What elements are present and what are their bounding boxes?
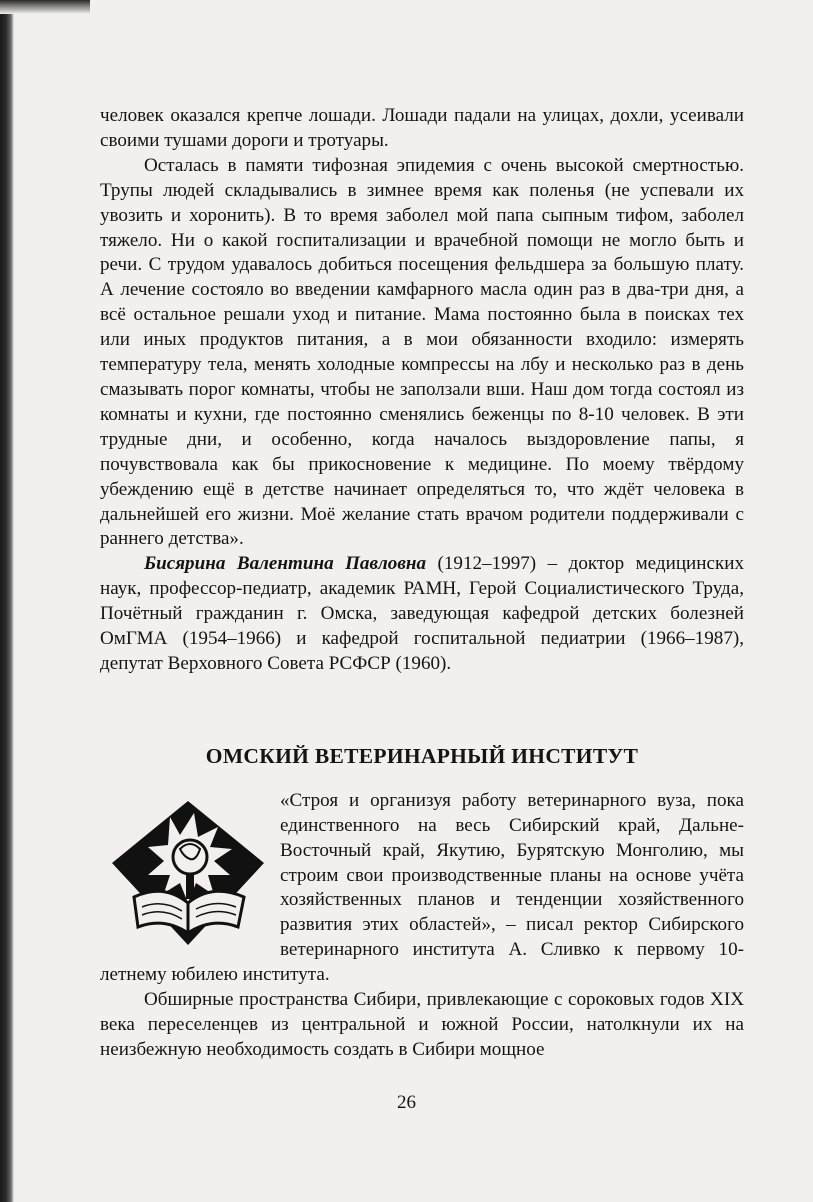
biography-text: (1912–1997) – доктор медицинских наук, профессор-педиатр, академик РАМН, Герой Социалистического Труда, Почётный гражданин г. Омска, заведующая кафедрой детских болезней ОмГМА (1954–1966) и кафедрой госпитальной педиатрии (1966–1987), депутат Верховного Совета РСФСР (1960). — [100, 553, 744, 674]
section-quote: «Строя и организуя работу ветеринарного вуза, пока единственного на весь Сибирский край, Дальне-Восточный край, Якутию, Бурятскую Монголию, мы строим свои производственные планы на основе учёта хозяйственных планов и тенденции хозяйственного развития этих областей», – писал ректор Сибирского ветеринарного института А. Сливко к первому 10-летнему юбилею института. — [100, 789, 744, 986]
biography-name: Бисярина Валентина Павловна — [144, 553, 427, 575]
paragraph-continuation: человек оказался крепче лошади. Лошади падали на улицах, дохли, усеивали своими тушами дороги и тротуары. — [100, 105, 744, 151]
scan-edge-top — [0, 0, 90, 14]
section-title: ОМСКИЙ ВЕТЕРИНАРНЫЙ ИНСТИТУТ — [205, 743, 639, 768]
scan-edge-left — [0, 0, 14, 1202]
paragraph-memoir: Осталась в памяти тифозная эпидемия с очень высокой смертностью. Трупы людей складывались в зимнее время как поленья (не успевали их увозить и хоронить). В то время заболел мой папа сыпным тифом, заболел тяжело. Ни о какой госпитализации и врачебной помощи не могло быть и речи. С трудом удавалось добиться посещения фельдшера за большую плату. А лечение состояло во введении камфарного масла один раз в два-три дня, а всё остальное решали уход и питание. Мама постоянно была в поисках тех или иных продуктов питания, а в мои обязанности входило: измерять температуру тела, менять холодные компрессы на лбу и несколько раз в день смазывать порог комнаты, чтобы не заползали вши. Наш дом тогда состоял из комнаты и кухни, где постоянно сменялись беженцы по 8-10 человек. В эти трудные дни, и особенно, когда началось выздоровление папы, я почувствовала как бы прикосновение к медицине. По моему твёрдому убеждению ещё в детстве начинает определяться то, что ждёт человека в дальнейшей его жизни. Моё желание стать врачом родители поддерживали с раннего детства». — [100, 154, 744, 550]
book-lamp-emblem-icon — [110, 799, 266, 949]
page-body — [100, 104, 744, 1063]
section-paragraph: Обширные пространства Сибири, привлекающие с сороковых годов XIX века переселенцев из центральной и южной России, натолкнули их на неизбежную необходимость создать в Сибири мощное — [100, 989, 744, 1060]
paragraph-biography — [100, 552, 744, 677]
section-intro — [100, 789, 744, 988]
page-number: 26 — [397, 1092, 416, 1113]
